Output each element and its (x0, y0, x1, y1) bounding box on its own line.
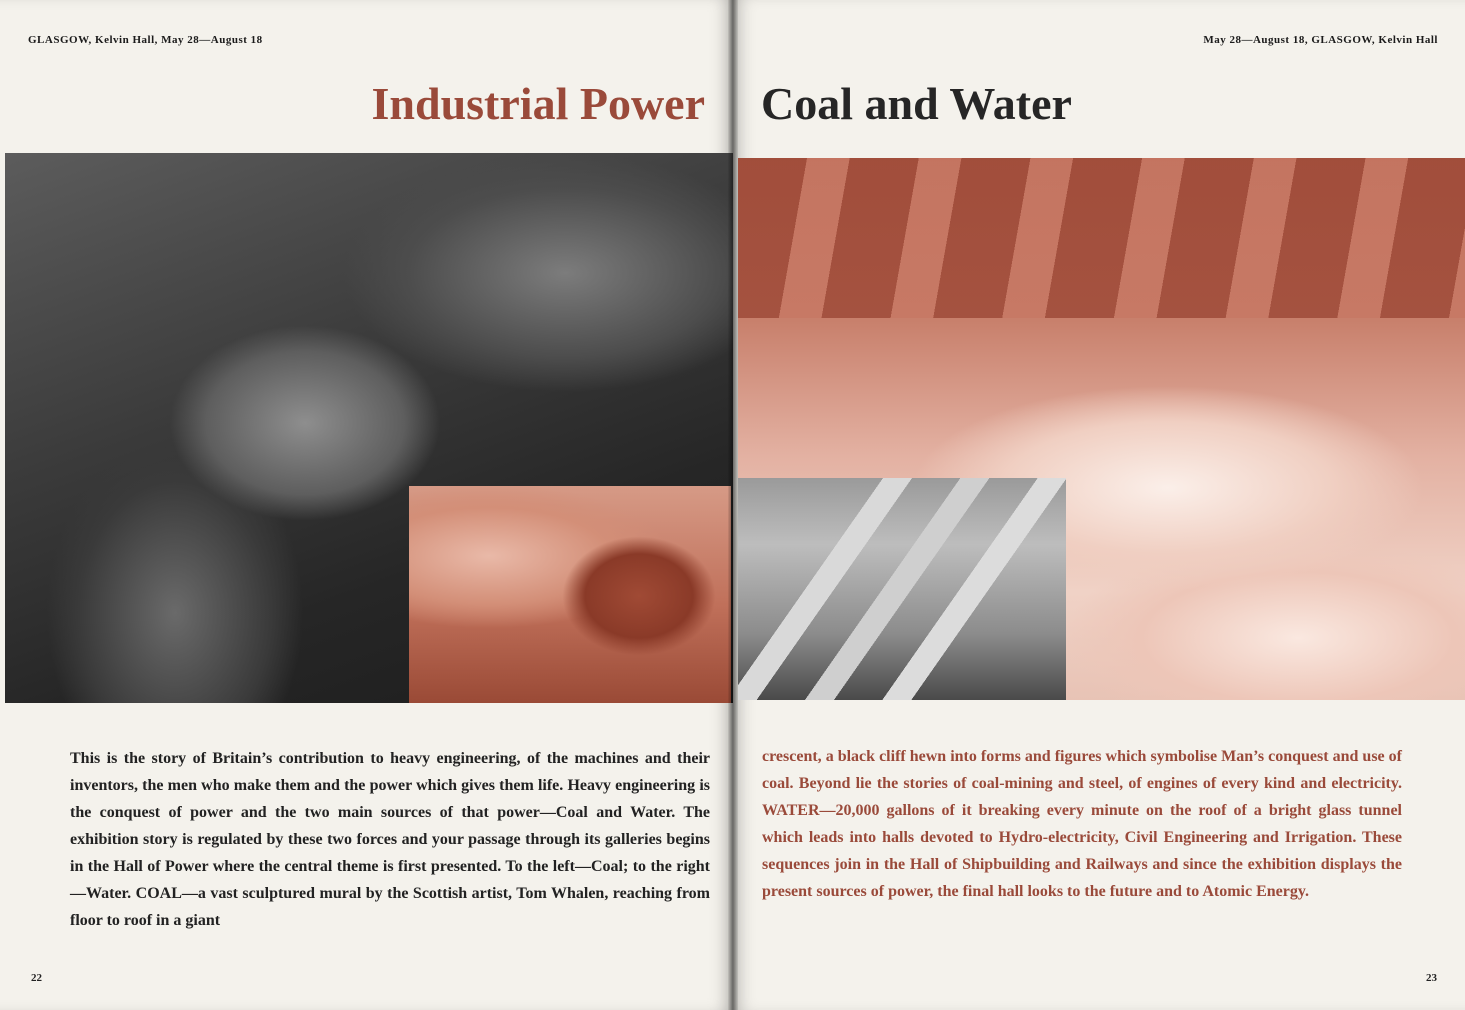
right-page (733, 0, 1465, 1010)
photo-dam-alt (748, 681, 858, 692)
title-industrial-power: Industrial Power (371, 78, 705, 129)
photo-dam-buttresses (738, 478, 1066, 700)
photo-miner-alt (15, 684, 149, 695)
running-head-right: May 28—August 18, GLASGOW, Kelvin Hall (1203, 34, 1438, 46)
body-text-left: This is the story of Britain’s contribution to heavy engineering, of the machines and their inventors, the men who make them and the power which gives them life. Heavy engineering is the conquest of power and the two main sources of that power—Coal and Water. The exhibition story is regulated by these two forces and your passage through its galleries begins in the Hall of Power where the central theme is first presented. To the left—Coal; to the right—Water. COAL—a vast sculptured mural by the Scottish artist, Tom Whalen, reaching from floor to roof in a giant (70, 750, 710, 929)
title-coal-and-water: Coal and Water (761, 78, 1072, 129)
spine-gutter (728, 0, 738, 1010)
body-text-right: crescent, a black cliff hewn into forms and figures which symbolise Man’s conquest and use of coal. Beyond lie the stories of coal-mining and steel, of engines of every kind and electricity. WATER—20,000 gallons of it breaking every minute on the roof of a bright glass tunnel which leads into halls devoted to Hydro-electricity, Civil Engineering and Irrigation. These sequences join in the Hall of Shipbuilding and Railways and since the exhibition displays the present sources of power, the final hall looks to the future and to Atomic Energy. (762, 748, 1402, 900)
photo-locomotive (409, 486, 731, 703)
page-number-right: 23 (1426, 972, 1437, 984)
photo-train-alt (419, 684, 497, 695)
page-number-left: 22 (31, 972, 42, 984)
spillway-piers (738, 158, 1465, 318)
running-head-left: GLASGOW, Kelvin Hall, May 28—August 18 (28, 34, 263, 46)
